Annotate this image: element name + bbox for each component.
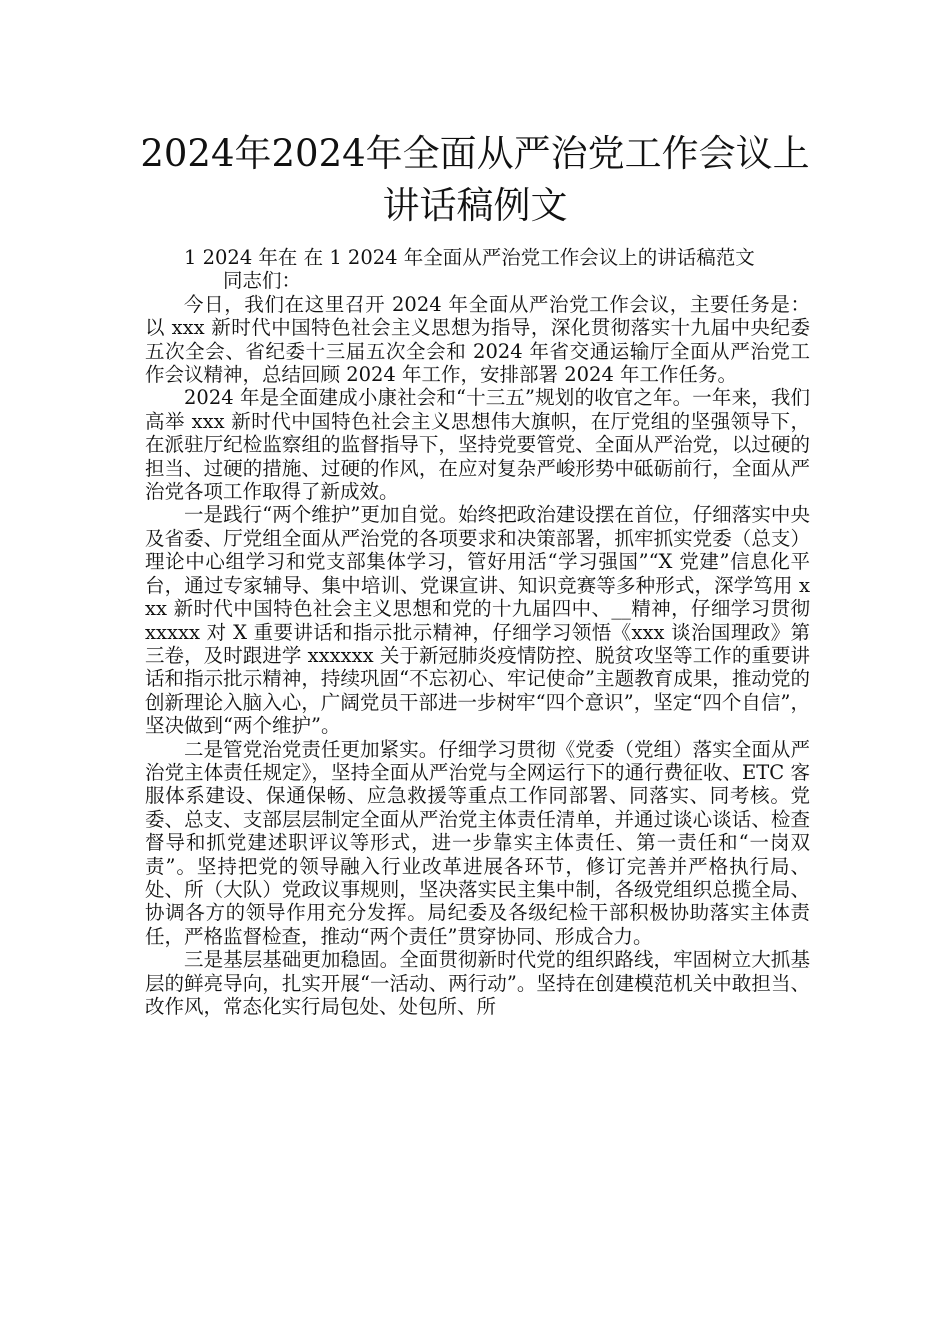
document-body	[145, 246, 810, 1018]
document-title: 2024年2024年全面从严治党工作会议上讲话稿例文	[140, 132, 810, 227]
paragraph-point-two: 二是管党治党责任更加紧实。仔细学习贯彻《党委（党组）落实全面从严治党主体责任规定》，坚持全面从严治党与全网运行下的通行费征收、ETC 客服体系建设、保通保畅、应急救援等重点工作同部署、同落实、同考核。党委、总支、支部层层制定全面从严治党主体责任清单，并通过谈心谈话、检查督导和抓党建述职评议等形式，进一步靠实主体责任、第一责任和“一岗双责”。坚持把党的领导融入行业改革进展各环节，修订完善并严格执行局、处、所（大队）党政议事规则，坚决落实民主集中制，各级党组织总揽全局、协调各方的领导作用充分发挥。局纪委及各级纪检干部积极协助落实主体责任，严格监督检查，推动“两个责任”贯穿协同、形成合力。	[145, 737, 810, 948]
paragraph-salutation: 同志们：	[223, 269, 302, 293]
paragraph-heading-line: 1 2024 年在 在 1 2024 年全面从严治党工作会议上的讲话稿范文	[184, 246, 755, 269]
paragraph-intro: 今日，我们在这里召开 2024 年全面从严治党工作会议，主要任务是：以 xxx 新时代中国特色社会主义思想为指导，深化贯彻落实十九届中央纪委五次全会、省纪委十三届五次全会和 2024 年省交通运输厅全面从严治党工作会议精神，总结回顾 2024 年工作，安排部署 2024 年工作任务。	[145, 292, 810, 387]
paragraph-point-one: 一是践行“两个维护”更加自觉。始终把政治建设摆在首位，仔细落实中央及省委、厅党组全面从严治党的各项要求和决策部署，抓牢抓实党委（总支）理论中心组学习和党支部集体学习，管好用活“学习强国”“X 党建”信息化平台，通过专家辅导、集中培训、党课宣讲、知识竞赛等多种形式，深学笃用 xxx 新时代中国特色社会主义思想和党的十九届四中、__精神，仔细学习贯彻 xxxxx 对 X 重要讲话和指示批示精神，仔细学习领悟《xxx 谈治国理政》第三卷，及时跟进学 xxxxxx 关于新冠肺炎疫情防控、脱贫攻坚等工作的重要讲话和指示批示精神，持续巩固“不忘初心、牢记使命”主题教育成果，推动党的创新理论入脑入心，广阔党员干部进一步树牢“四个意识”，坚定“四个自信”，坚决做到“两个维护”。	[145, 503, 810, 738]
paragraph-point-three: 三是基层基础更加稳固。全面贯彻新时代党的组织路线，牢固树立大抓基层的鲜亮导向，扎实开展“一活动、两行动”。坚持在创建模范机关中敢担当、改作风，常态化实行局包处、处包所、所	[145, 948, 810, 1018]
paragraph-review: 2024 年是全面建成小康社会和“十三五”规划的收官之年。一年来，我们高举 xxx 新时代中国特色社会主义思想伟大旗帜，在厅党组的坚强领导下，在派驻厅纪检监察组的监督指导下，坚持党要管党、全面从严治党，以过硬的担当、过硬的措施、过硬的作风，在应对复杂严峻形势中砥砺前行，全面从严治党各项工作取得了新成效。	[145, 386, 810, 504]
